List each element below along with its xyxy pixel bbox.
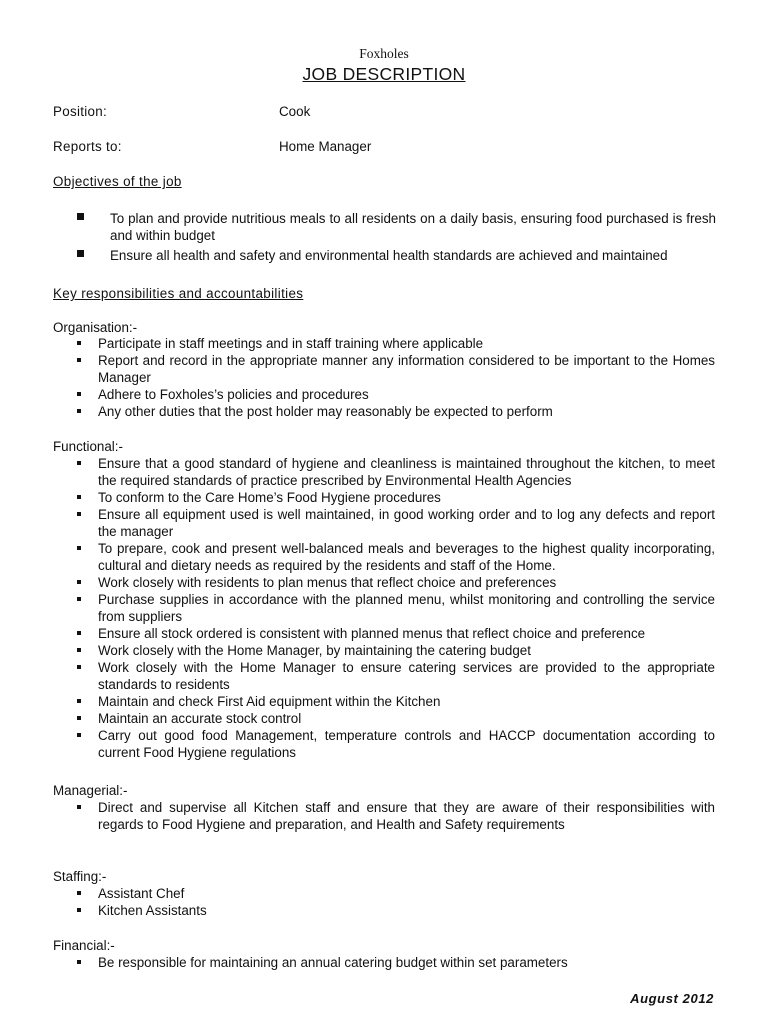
duty-text: Direct and supervise all Kitchen staff and ensure that they are aware of their responsibilities with regards to Food Hygiene and preparation, and Health and Safety requirements (98, 800, 715, 832)
square-bullet-icon (77, 631, 81, 635)
list-item (53, 489, 715, 506)
square-bullet-icon (77, 392, 81, 396)
objectives-heading: Objectives of the job (53, 174, 182, 189)
duty-text: Ensure all stock ordered is consistent with planned menus that reflect choice and preference (98, 626, 646, 641)
list-item (53, 574, 715, 591)
financial-label: Financial:- (53, 938, 115, 953)
reports-to-value: Home Manager (279, 139, 372, 154)
square-bullet-icon (77, 495, 81, 499)
square-bullet-icon (77, 580, 81, 584)
duty-text: Purchase supplies in accordance with the planned menu, whilst monitoring and controlling the service from suppliers (98, 592, 715, 624)
square-bullet-icon (77, 250, 84, 257)
list-item (53, 693, 715, 710)
square-bullet-icon (77, 461, 81, 465)
duty-text: Maintain and check First Aid equipment within the Kitchen (98, 694, 441, 709)
square-bullet-icon (77, 358, 81, 362)
duty-text: Be responsible for maintaining an annual catering budget within set parameters (98, 955, 568, 970)
functional-label: Functional:- (53, 439, 123, 454)
square-bullet-icon (77, 908, 81, 912)
square-bullet-icon (77, 960, 81, 964)
duty-text: Ensure that a good standard of hygiene and cleanliness is maintained throughout the kitchen, to meet the required standards of practice prescribed by Environmental Health Agencies (98, 456, 715, 488)
duty-text: Work closely with residents to plan menus that reflect choice and preferences (98, 575, 557, 590)
duty-text: To conform to the Care Home’s Food Hygiene procedures (98, 490, 441, 505)
duty-text: Report and record in the appropriate manner any information considered to be important to the Homes Manager (98, 353, 715, 385)
document-date: August 2012 (630, 991, 714, 1006)
position-value: Cook (279, 104, 311, 119)
duty-text: Kitchen Assistants (98, 903, 207, 918)
duty-text: Work closely with the Home Manager, by maintaining the catering budget (98, 643, 531, 658)
organisation-label: Organisation:- (53, 320, 138, 335)
list-item (53, 247, 716, 264)
square-bullet-icon (77, 341, 81, 345)
duty-text: Maintain an accurate stock control (98, 711, 302, 726)
position-row (53, 103, 713, 121)
reports-to-row (53, 138, 713, 156)
list-item (53, 727, 715, 761)
list-item (53, 710, 715, 727)
duty-text: Assistant Chef (98, 886, 185, 901)
square-bullet-icon (77, 805, 81, 809)
square-bullet-icon (77, 648, 81, 652)
list-item (53, 799, 715, 833)
staffing-list (53, 885, 715, 919)
list-item (53, 591, 715, 625)
duty-text: Participate in staff meetings and in staff training where applicable (98, 336, 484, 351)
list-item (53, 386, 715, 403)
organisation-list (53, 335, 715, 420)
page-title: JOB DESCRIPTION (302, 64, 466, 84)
square-bullet-icon (77, 597, 81, 601)
square-bullet-icon (77, 716, 81, 720)
list-item (53, 659, 715, 693)
objective-text: To plan and provide nutritious meals to all residents on a daily basis, ensuring food purchased is fresh and within budget (110, 211, 716, 243)
list-item (53, 352, 715, 386)
reports-to-label: Reports to: (53, 139, 122, 154)
list-item (53, 455, 715, 489)
duty-text: Ensure all equipment used is well maintained, in good working order and to log any defects and report the manager (98, 507, 715, 539)
square-bullet-icon (77, 213, 84, 220)
list-item (53, 625, 715, 642)
managerial-label: Managerial:- (53, 783, 128, 798)
list-item (53, 403, 715, 420)
square-bullet-icon (77, 699, 81, 703)
duty-text: Work closely with the Home Manager to ensure catering services are provided to the appropriate standards to residents (98, 660, 715, 692)
list-item (53, 210, 716, 244)
square-bullet-icon (77, 891, 81, 895)
duty-text: Adhere to Foxholes’s policies and procedures (98, 387, 369, 402)
financial-list (53, 954, 715, 971)
list-item (53, 642, 715, 659)
square-bullet-icon (77, 409, 81, 413)
duty-text: Any other duties that the post holder may reasonably be expected to perform (98, 404, 553, 419)
list-item (53, 335, 715, 352)
list-item (53, 954, 715, 971)
square-bullet-icon (77, 546, 81, 550)
position-label: Position: (53, 104, 108, 119)
square-bullet-icon (77, 665, 81, 669)
list-item (53, 902, 715, 919)
responsibilities-heading: Key responsibilities and accountabilities (53, 286, 304, 301)
objectives-list (53, 210, 716, 267)
square-bullet-icon (77, 512, 81, 516)
managerial-list (53, 799, 715, 833)
list-item (53, 540, 715, 574)
functional-list (53, 455, 715, 761)
organisation-name: Foxholes (359, 46, 409, 61)
duty-text: Carry out good food Management, temperature controls and HACCP documentation according to current Food Hygiene regulations (98, 728, 715, 760)
objective-text: Ensure all health and safety and environmental health standards are achieved and maintained (110, 248, 668, 263)
list-item (53, 506, 715, 540)
staffing-label: Staffing:- (53, 869, 107, 884)
square-bullet-icon (77, 733, 81, 737)
duty-text: To prepare, cook and present well-balanced meals and beverages to the highest quality incorporating, cultural and dietary needs as required by the residents and staff of the Home. (98, 541, 715, 573)
list-item (53, 885, 715, 902)
